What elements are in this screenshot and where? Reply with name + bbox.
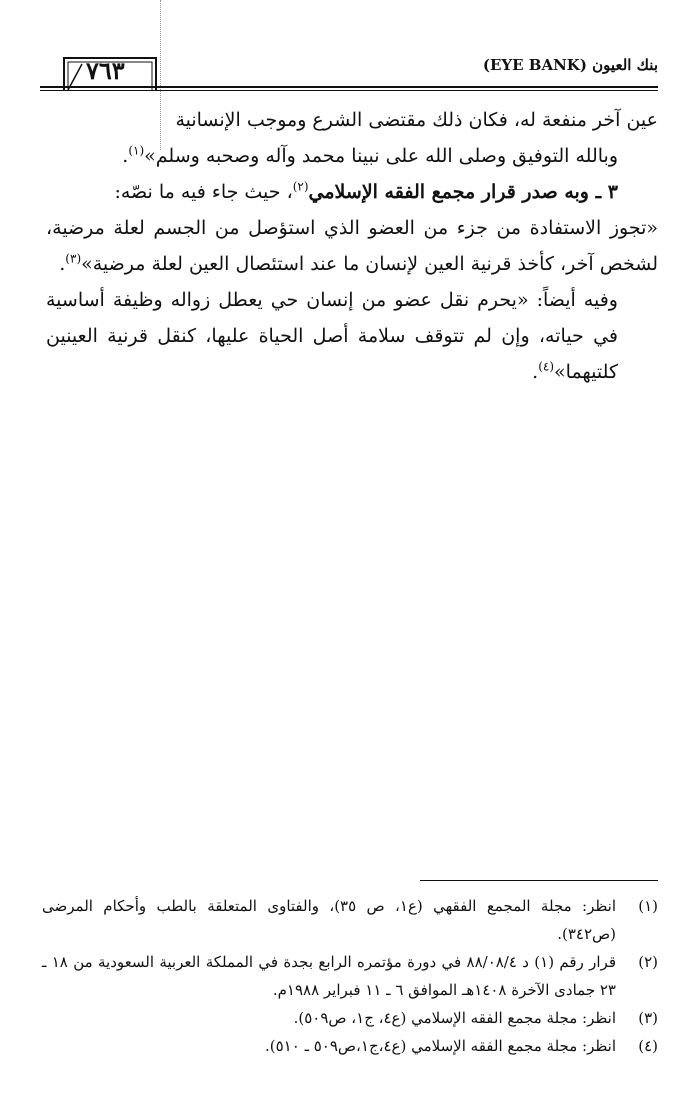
- section-heading: ٣ ـ وبه صدر قرار مجمع الفقه الإسلامي: [308, 181, 618, 203]
- paragraph-5: [46, 282, 658, 390]
- main-text: [46, 102, 658, 390]
- footnote-ref-1[interactable]: (١): [128, 143, 145, 158]
- footnote-ref-4[interactable]: (٤): [538, 359, 555, 374]
- footnote-1: [42, 892, 658, 948]
- paragraph-2: [46, 138, 658, 174]
- page-number-frame: [60, 52, 160, 88]
- footnote-text: قرار رقم (١) د ٨٨/٠٨/٤ في دورة مؤتمره الرابع بجدة في المملكة العربية السعودية من ١٨ ـ ٢٣ جمادى الآخرة ١٤٠٨هـ الموافق ٦ ـ ١١ فبراير ١٩٨٨م.: [42, 953, 616, 999]
- footnote-2: [42, 948, 658, 1004]
- footnote-4: [42, 1032, 658, 1060]
- footnote-text: انظر: مجلة المجمع الفقهي (ع١، ص ٣٥)، والفتاوى المتعلقة بالطب وأحكام المرضى (ص٣٤٢).: [42, 897, 616, 943]
- end-dot: .: [532, 361, 539, 383]
- paragraph-2-text: وبالله التوفيق وصلى الله على نبينا محمد وآله وصحبه وسلم»: [144, 145, 618, 167]
- end-dot: .: [59, 253, 66, 275]
- running-title: بنك العيون (EYE BANK): [482, 56, 658, 74]
- footnote-number: (٤): [638, 1037, 658, 1055]
- footnote-3: [42, 1004, 658, 1032]
- footnote-number: (٢): [638, 953, 658, 971]
- footnote-text: انظر: مجلة مجمع الفقه الإسلامي (ع٤، ج١، ص٥٠٩).: [293, 1009, 616, 1027]
- footnote-ref-3[interactable]: (٣): [65, 251, 82, 266]
- footnote-number: (١): [638, 897, 658, 915]
- paragraph-1-text: عين آخر منفعة له، فكان ذلك مقتضى الشرع وموجب الإنسانية: [175, 109, 658, 131]
- footnote-text: انظر: مجلة مجمع الفقه الإسلامي (ع٤،ج١،ص٥٠٩ ـ ٥١٠).: [265, 1037, 616, 1055]
- paragraph-3-tail: ، حيث جاء فيه ما نصّه:: [114, 181, 293, 203]
- paragraph-4: [46, 210, 658, 282]
- paragraph-4-text: «تجوز الاستفادة من جزء من العضو الذي استؤصل من الجسم لعلة مرضية، لشخص آخر، كأخذ قرنية العين لإنسان ما عند استئصال العين لعلة مرضية»: [46, 217, 658, 275]
- footnotes: [42, 892, 658, 1060]
- page-number: ٧٦٣: [86, 56, 125, 85]
- page-header: [40, 48, 658, 92]
- paragraph-1: [46, 102, 658, 138]
- footnote-ref-2[interactable]: (٢): [292, 179, 309, 194]
- footnote-number: (٣): [638, 1009, 658, 1027]
- end-dot: .: [122, 145, 129, 167]
- footnote-separator: [420, 880, 658, 881]
- paragraph-3: [46, 174, 658, 210]
- paragraph-5-text: وفيه أيضاً: «يحرم نقل عضو من إنسان حي يعطل زواله وظيفة أساسية في حياته، وإن لم تتوقف سلامة أصل الحياة عليها، كنقل قرنية العينين كلتيهما»: [46, 289, 618, 383]
